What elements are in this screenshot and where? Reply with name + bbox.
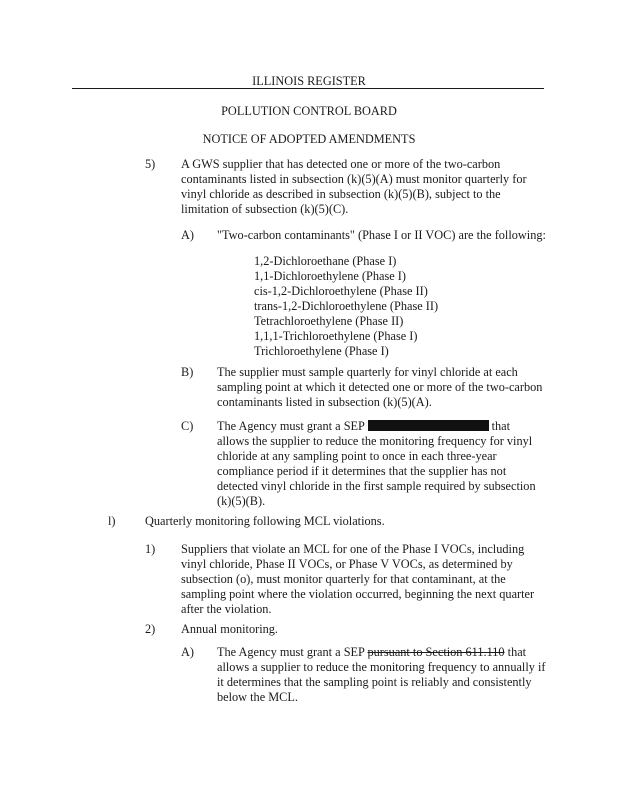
l1-line-1: Suppliers that violate an MCL for one of the Phase I VOCs, including bbox=[181, 542, 525, 556]
k5c-line-1 bbox=[217, 419, 510, 434]
l-number: l) bbox=[108, 514, 116, 528]
l1-number: 1) bbox=[145, 542, 156, 556]
k5c-line-3: chloride at any sampling point to once in each three-year bbox=[217, 449, 497, 463]
notice-title: NOTICE OF ADOPTED AMENDMENTS bbox=[202, 132, 416, 146]
register-title: ILLINOIS REGISTER bbox=[252, 74, 366, 88]
k5c-line-1-pre: The Agency must grant a SEP bbox=[217, 419, 368, 433]
l2a-number: A) bbox=[181, 645, 194, 659]
l2a-strikethrough-text: pursuant to Section 611.110 bbox=[367, 645, 505, 659]
k5c-line-4: compliance period if it determines that the supplier has not bbox=[217, 464, 507, 478]
l-title: Quarterly monitoring following MCL violations. bbox=[145, 514, 385, 528]
k5-line-3: vinyl chloride as described in subsection (k)(5)(B), subject to the bbox=[181, 187, 501, 201]
k5c-line-1-post: that bbox=[488, 419, 511, 433]
contaminant-item: cis-1,2-Dichloroethylene (Phase II) bbox=[254, 284, 428, 298]
l2-number: 2) bbox=[145, 622, 156, 636]
l2-title: Annual monitoring. bbox=[181, 622, 279, 636]
k5-number: 5) bbox=[145, 157, 156, 171]
k5-line-2: contaminants listed in subsection (k)(5)(A) must monitor quarterly for bbox=[181, 172, 527, 186]
k5b-line-3: contaminants listed in subsection (k)(5)(A). bbox=[217, 395, 432, 409]
k5b-line-1: The supplier must sample quarterly for vinyl chloride at each bbox=[217, 365, 518, 379]
l2a-line-2: allows a supplier to reduce the monitoring frequency to annually if bbox=[217, 660, 546, 674]
k5c-number: C) bbox=[181, 419, 194, 433]
contaminant-item: 1,1-Dichloroethylene (Phase I) bbox=[254, 269, 406, 283]
l2a-line-3: it determines that the sampling point is reliably and consistently bbox=[217, 675, 532, 689]
l2a-line-1-pre: The Agency must grant a SEP bbox=[217, 645, 368, 659]
l2a-line-1-post: that bbox=[504, 645, 527, 659]
l2a-line-4: below the MCL. bbox=[217, 690, 298, 704]
k5b-line-2: sampling point at which it detected one or more of the two-carbon bbox=[217, 380, 543, 394]
k5b-number: B) bbox=[181, 365, 194, 379]
k5c-line-6: (k)(5)(B). bbox=[217, 494, 266, 508]
contaminant-item: Tetrachloroethylene (Phase II) bbox=[254, 314, 404, 328]
header-rule bbox=[72, 88, 544, 89]
l1-line-4: sampling point where the violation occurred, beginning the next quarter bbox=[181, 587, 535, 601]
redaction-block bbox=[368, 420, 489, 431]
contaminant-item: 1,2-Dichloroethane (Phase I) bbox=[254, 254, 397, 268]
l1-line-5: after the violation. bbox=[181, 602, 272, 616]
contaminant-item: Trichloroethylene (Phase I) bbox=[254, 344, 389, 358]
agency-title: POLLUTION CONTROL BOARD bbox=[221, 104, 397, 118]
k5a-number: A) bbox=[181, 228, 194, 242]
l1-line-3: subsection (o), must monitor quarterly for that contaminant, at the bbox=[181, 572, 506, 586]
k5c-line-5: detected vinyl chloride in the first sample required by subsection bbox=[217, 479, 536, 493]
l1-line-2: vinyl chloride, Phase II VOCs, or Phase V VOCs, as determined by bbox=[181, 557, 513, 571]
contaminant-item: 1,1,1-Trichloroethylene (Phase I) bbox=[254, 329, 418, 343]
k5-line-1: A GWS supplier that has detected one or more of the two-carbon bbox=[181, 157, 501, 171]
contaminant-item: trans-1,2-Dichloroethylene (Phase II) bbox=[254, 299, 439, 313]
k5-line-4: limitation of subsection (k)(5)(C). bbox=[181, 202, 349, 216]
l2a-line-1 bbox=[217, 645, 526, 660]
k5c-line-2: allows the supplier to reduce the monitoring frequency for vinyl bbox=[217, 434, 533, 448]
k5a-text: "Two-carbon contaminants" (Phase I or II VOC) are the following: bbox=[217, 228, 546, 242]
